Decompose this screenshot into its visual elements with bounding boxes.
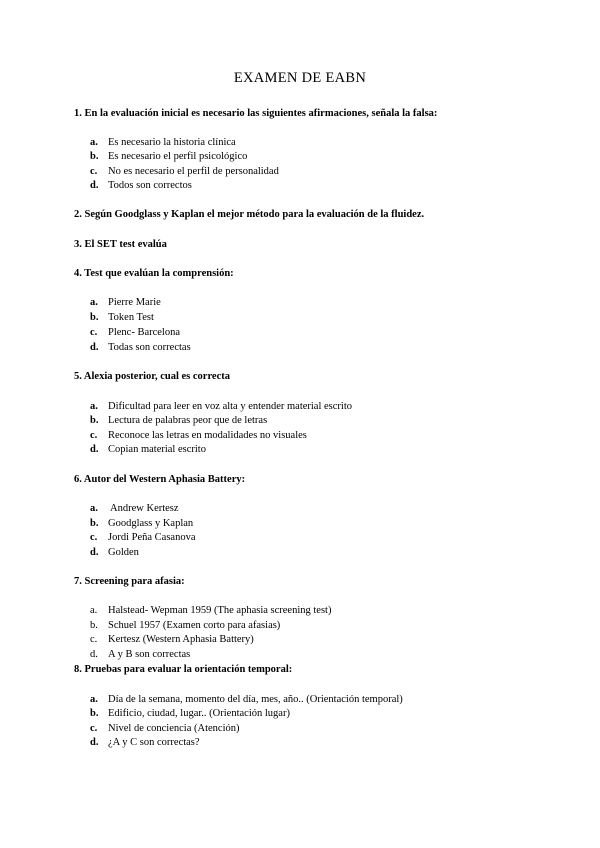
option-letter: b. bbox=[90, 518, 99, 529]
option-text: Nivel de conciencia (Atención) bbox=[108, 723, 240, 734]
option-6a bbox=[90, 503, 179, 514]
option-text: Schuel 1957 (Examen corto para afasias) bbox=[108, 620, 281, 631]
option-text: Es necesario el perfil psicológico bbox=[108, 151, 248, 162]
option-4b bbox=[90, 312, 154, 323]
question-5: 5. Alexia posterior, cual es correcta bbox=[74, 371, 231, 382]
option-letter: c. bbox=[90, 723, 98, 734]
question-1: 1. En la evaluación inicial es necesario las siguientes afirmaciones, señala la falsa: bbox=[74, 108, 438, 119]
option-letter: d. bbox=[90, 547, 99, 558]
option-text: Día de la semana, momento del día, mes, año.. (Orientación temporal) bbox=[108, 694, 403, 705]
option-8c bbox=[90, 723, 239, 734]
option-letter: d. bbox=[90, 342, 99, 353]
option-text: No es necesario el perfil de personalidad bbox=[108, 166, 279, 177]
option-6c bbox=[90, 532, 195, 543]
question-6: 6. Autor del Western Aphasia Battery: bbox=[74, 474, 246, 485]
option-letter: c. bbox=[90, 166, 98, 177]
option-7a bbox=[90, 605, 331, 616]
option-1d bbox=[90, 180, 192, 191]
option-letter: c. bbox=[90, 327, 98, 338]
question-2: 2. Según Goodglass y Kaplan el mejor método para la evaluación de la fluidez. bbox=[74, 209, 425, 220]
option-6d bbox=[90, 547, 139, 558]
option-letter: a. bbox=[90, 297, 98, 308]
option-7c bbox=[90, 634, 254, 645]
option-6b bbox=[90, 518, 193, 529]
option-text: A y B son correctas bbox=[108, 649, 191, 660]
option-text: Token Test bbox=[108, 312, 154, 323]
option-letter: a. bbox=[90, 503, 98, 514]
option-letter: a. bbox=[90, 401, 98, 412]
option-text: ¿A y C son correctas? bbox=[108, 737, 200, 748]
option-letter: c. bbox=[90, 532, 98, 543]
option-letter: a. bbox=[90, 137, 98, 148]
option-text: Golden bbox=[108, 547, 139, 558]
option-5a bbox=[90, 401, 352, 412]
option-4a bbox=[90, 297, 161, 308]
option-1a bbox=[90, 137, 236, 148]
option-5b bbox=[90, 415, 267, 426]
option-5c bbox=[90, 430, 307, 441]
option-text: Plenc- Barcelona bbox=[108, 327, 181, 338]
question-4: 4. Test que evalúan la comprensión: bbox=[74, 268, 234, 279]
option-8b bbox=[90, 708, 290, 719]
option-text: Edificio, ciudad, lugar.. (Orientación lugar) bbox=[108, 708, 290, 719]
option-text: Reconoce las letras en modalidades no visuales bbox=[108, 430, 307, 441]
option-letter: a. bbox=[90, 605, 98, 616]
option-1b bbox=[90, 151, 247, 162]
option-text: Andrew Kertesz bbox=[108, 503, 179, 514]
option-7d bbox=[90, 649, 190, 660]
option-text: Todas son correctas bbox=[108, 342, 191, 353]
option-text: Kertesz (Western Aphasia Battery) bbox=[108, 634, 254, 645]
option-letter: c. bbox=[90, 634, 98, 645]
option-letter: a. bbox=[90, 694, 98, 705]
option-letter: d. bbox=[90, 444, 99, 455]
option-letter: b. bbox=[90, 708, 99, 719]
question-3: 3. El SET test evalúa bbox=[74, 239, 167, 250]
option-letter: b. bbox=[90, 415, 99, 426]
option-text: Pierre Marie bbox=[108, 297, 161, 308]
option-1c bbox=[90, 166, 279, 177]
option-text: Jordi Peña Casanova bbox=[108, 532, 196, 543]
option-4c bbox=[90, 327, 180, 338]
option-text: Dificultad para leer en voz alta y entender material escrito bbox=[108, 401, 353, 412]
exam-title: EXAMEN DE EABN bbox=[233, 70, 367, 86]
option-text: Copian material escrito bbox=[108, 444, 206, 455]
question-8: 8. Pruebas para evaluar la orientación temporal: bbox=[74, 664, 293, 675]
option-letter: b. bbox=[90, 620, 98, 631]
option-letter: b. bbox=[90, 151, 99, 162]
option-letter: b. bbox=[90, 312, 99, 323]
option-7b bbox=[90, 620, 280, 631]
option-letter: d. bbox=[90, 737, 99, 748]
option-5d bbox=[90, 444, 206, 455]
option-text: Halstead- Wepman 1959 (The aphasia screening test) bbox=[108, 605, 332, 616]
option-text: Lectura de palabras peor que de letras bbox=[108, 415, 268, 426]
option-letter: d. bbox=[90, 180, 99, 191]
option-text: Todos son correctos bbox=[108, 180, 192, 191]
option-text: Es necesario la historia clínica bbox=[108, 137, 236, 148]
option-letter: d. bbox=[90, 649, 98, 660]
option-text: Goodglass y Kaplan bbox=[108, 518, 194, 529]
question-7: 7. Screening para afasia: bbox=[74, 576, 185, 587]
option-4d bbox=[90, 342, 191, 353]
option-8a bbox=[90, 694, 403, 705]
option-letter: c. bbox=[90, 430, 98, 441]
option-8d bbox=[90, 737, 200, 748]
